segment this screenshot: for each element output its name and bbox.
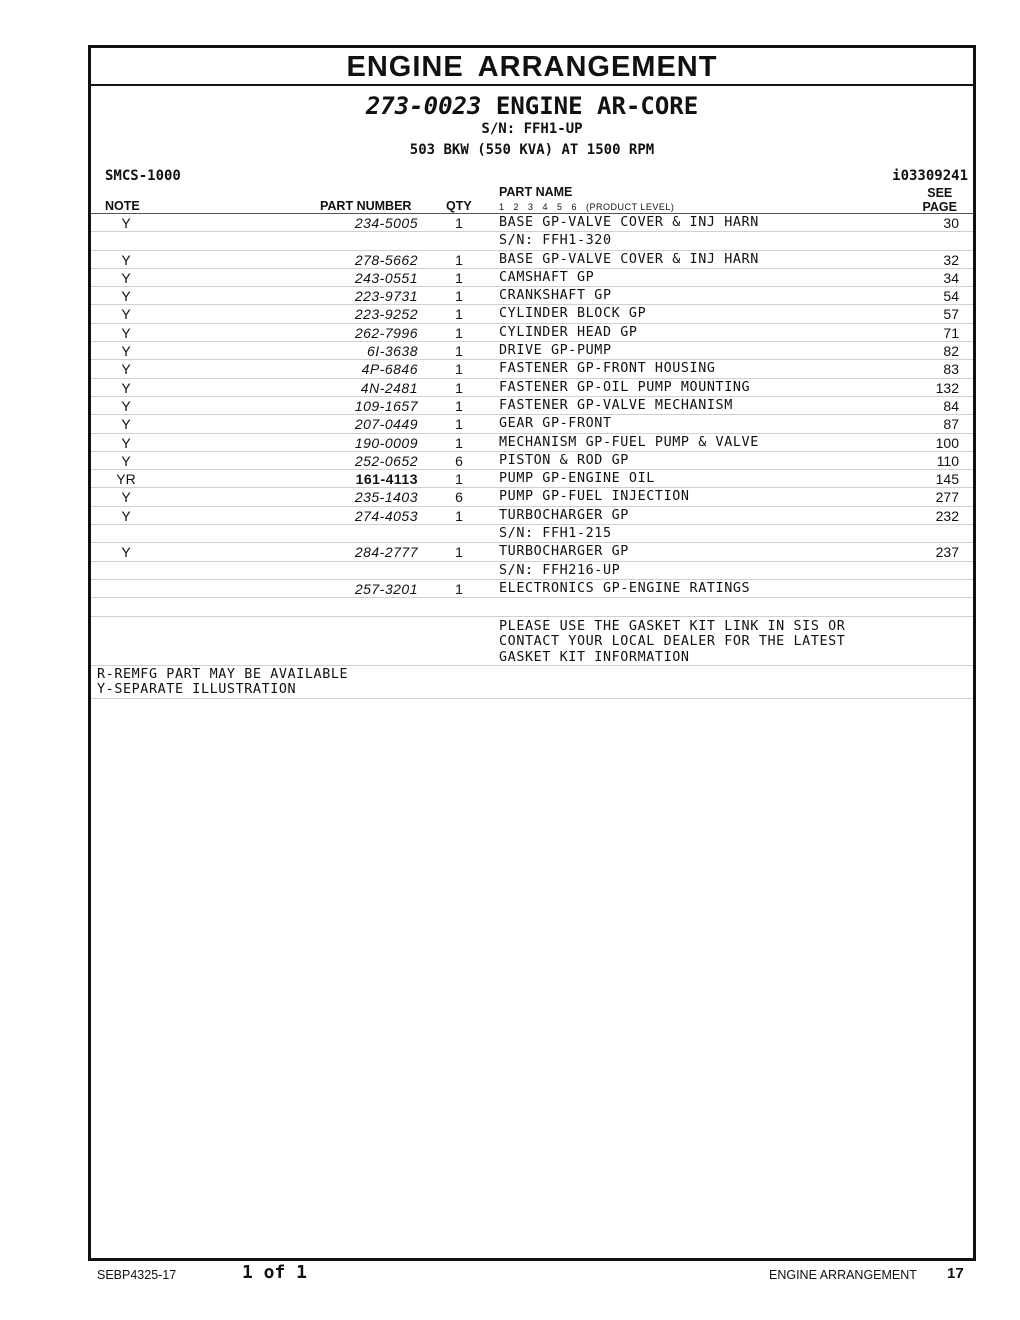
table-row [91,379,973,397]
qty-cell: 1 [455,324,463,341]
page-title: ENGINE ARRANGEMENT [91,48,973,86]
part-name-cell: FASTENER GP-VALVE MECHANISM [499,397,733,413]
see-page-link[interactable]: 145 [935,471,959,488]
see-page-link[interactable]: 32 [943,251,959,268]
part-name-cell: PUMP GP-ENGINE OIL [499,471,655,487]
see-page-link[interactable]: 54 [943,288,959,305]
see-page-link[interactable]: 34 [943,269,959,286]
table-row [91,525,973,543]
part-number-link[interactable]: 284-2777 [354,544,418,561]
table-row [91,214,973,232]
header-see-page [923,186,958,214]
note-cell: YR [116,471,136,488]
legend-line: R-REMFG PART MAY BE AVAILABLE [97,666,349,682]
see-page-link[interactable]: 232 [935,507,959,524]
part-name-cell: PUMP GP-FUEL INJECTION [499,489,690,505]
header-qty: QTY [446,199,472,213]
footer-page-number: 17 [947,1265,964,1282]
part-number-link[interactable]: 262-7996 [354,324,418,341]
part-number-link[interactable]: 190-0009 [354,434,418,451]
part-name-cell: CAMSHAFT GP [499,269,595,285]
column-headers [91,185,973,214]
table-row [91,269,973,287]
note-cell: Y [121,379,131,396]
table-row [91,543,973,561]
note-cell: Y [121,544,131,561]
qty-cell: 1 [455,306,463,323]
table-row [91,434,973,452]
part-number-link[interactable]: 4N-2481 [360,379,418,396]
note-cell: Y [121,269,131,286]
table-row [91,452,973,470]
part-name-cell: TURBOCHARGER GP [499,544,629,560]
table-row [91,598,973,616]
part-name-cell: BASE GP-VALVE COVER & INJ HARN [499,215,759,230]
note-cell: Y [121,306,131,323]
part-name-cell: PISTON & ROD GP [499,452,629,468]
footer-section: ENGINE ARRANGEMENT [769,1268,917,1282]
note-cell: Y [121,361,131,378]
part-number-link[interactable]: 234-5005 [354,215,418,231]
part-number-link[interactable]: 278-5662 [354,251,418,268]
part-name-cell: CRANKSHAFT GP [499,288,612,304]
qty-cell: 1 [455,269,463,286]
part-number-link[interactable]: 4P-6846 [361,361,418,378]
see-page-link[interactable]: 87 [943,416,959,433]
qty-cell: 1 [455,434,463,451]
qty-cell: 1 [455,507,463,524]
part-name-cell: MECHANISM GP-FUEL PUMP & VALVE [499,434,759,450]
note-cell: Y [121,251,131,268]
part-name-cell: TURBOCHARGER GP [499,507,629,523]
part-name-cell: FASTENER GP-OIL PUMP MOUNTING [499,379,751,395]
table-row [91,324,973,342]
group-title [91,92,973,120]
table-row [91,251,973,269]
table-row [91,305,973,323]
note-cell: Y [121,288,131,305]
table-row [91,232,973,250]
parts-list-frame [88,45,976,1261]
note-cell: Y [121,507,131,524]
note-cell: Y [121,416,131,433]
part-name-cell: S/N: FFH1-215 [499,526,612,542]
notes-legend [91,666,973,699]
see-page-link[interactable]: 110 [936,452,959,469]
part-name-cell: S/N: FFH1-320 [499,233,612,249]
table-row [91,415,973,433]
smcs-code: SMCS-1000 [105,168,181,184]
part-number-link[interactable]: 109-1657 [354,397,418,414]
header-see: SEE [927,186,953,200]
header-note: NOTE [105,199,140,213]
gasket-kit-notice [91,617,973,666]
see-page-link[interactable]: 277 [935,489,959,506]
see-page-link[interactable]: 84 [943,397,959,414]
note-cell: Y [121,434,131,451]
qty-cell: 1 [455,288,463,305]
table-row [91,507,973,525]
qty-cell: 1 [455,251,463,268]
part-name-cell: S/N: FFH216-UP [499,562,621,578]
part-name-cell: GEAR GP-FRONT [499,416,612,432]
table-row [91,580,973,598]
see-page-link[interactable]: 237 [935,544,959,561]
qty-cell: 1 [455,416,463,433]
header-part-number: PART NUMBER [320,199,412,213]
table-row [91,287,973,305]
table-row [91,360,973,378]
qty-cell: 1 [455,343,463,360]
header-part-name: PART NAME [499,185,573,199]
group-rating: 503 BKW (550 KVA) AT 1500 RPM [409,142,655,158]
note-cell: Y [121,343,131,360]
header-page: PAGE [922,200,957,214]
table-row [91,562,973,580]
part-name-cell: DRIVE GP-PUMP [499,343,612,359]
group-serial: S/N: FFH1-UP [481,121,583,137]
meta-row [91,167,973,185]
footer-doc-id: SEBP4325-17 [97,1268,177,1282]
see-page-link[interactable]: 30 [943,215,959,231]
legend-line: Y-SEPARATE ILLUSTRATION [97,682,297,698]
qty-cell: 1 [455,379,463,396]
qty-cell: 6 [455,489,463,506]
part-number-link[interactable]: 252-0652 [354,452,418,469]
part-number-link[interactable]: 161-4113 [355,471,418,488]
qty-cell: 1 [455,544,463,561]
part-number-link[interactable]: 223-9731 [354,288,418,305]
note-cell: Y [121,489,131,506]
qty-cell: 1 [455,361,463,378]
note-cell: Y [121,215,131,231]
notice-line: GASKET KIT INFORMATION [499,649,690,665]
part-number-link[interactable]: 223-9252 [354,306,418,323]
note-cell: Y [121,452,131,469]
qty-cell: 1 [455,471,463,488]
group-heading [91,92,973,159]
table-row [91,397,973,415]
see-page-link[interactable]: 132 [935,379,959,396]
header-product-levels: 1 2 3 4 5 6 (PRODUCT LEVEL) [499,202,675,212]
part-number-link[interactable]: 6I-3638 [367,343,418,360]
group-name: ENGINE AR-CORE [495,92,699,120]
see-page-link[interactable]: 57 [943,306,959,323]
footer-page-count: 1 of 1 [242,1262,308,1283]
qty-cell: 1 [455,397,463,414]
note-cell: Y [121,324,131,341]
see-page-link[interactable]: 100 [935,434,959,451]
table-row [91,470,973,488]
part-name-cell: ELECTRONICS GP-ENGINE RATINGS [499,580,751,596]
part-number-link[interactable]: 274-4053 [354,507,418,524]
notice-line: PLEASE USE THE GASKET KIT LINK IN SIS OR [499,618,846,634]
part-number-link[interactable]: 243-0551 [354,269,418,286]
part-number-link[interactable]: 235-1403 [354,489,418,506]
part-name-cell: FASTENER GP-FRONT HOUSING [499,361,716,377]
page-footer [0,1262,1020,1292]
part-number-link[interactable]: 207-0449 [354,416,418,433]
see-page-link[interactable]: 83 [943,361,959,378]
table-row [91,488,973,506]
note-cell: Y [121,397,131,414]
notice-line: CONTACT YOUR LOCAL DEALER FOR THE LATEST [499,634,846,650]
qty-cell: 1 [455,580,463,597]
part-number-link[interactable]: 257-3201 [354,580,418,597]
qty-cell: 1 [455,215,463,231]
group-part-number[interactable]: 273-0023 [365,92,482,120]
see-page-link[interactable]: 71 [943,324,959,341]
part-name-cell: BASE GP-VALVE COVER & INJ HARN [499,251,759,267]
see-page-link[interactable]: 82 [943,343,959,360]
parts-table [91,214,973,617]
part-name-cell: CYLINDER BLOCK GP [499,306,647,322]
table-row [91,342,973,360]
part-name-cell: CYLINDER HEAD GP [499,324,638,340]
illustration-id: i03309241 [892,168,968,184]
qty-cell: 6 [455,452,463,469]
